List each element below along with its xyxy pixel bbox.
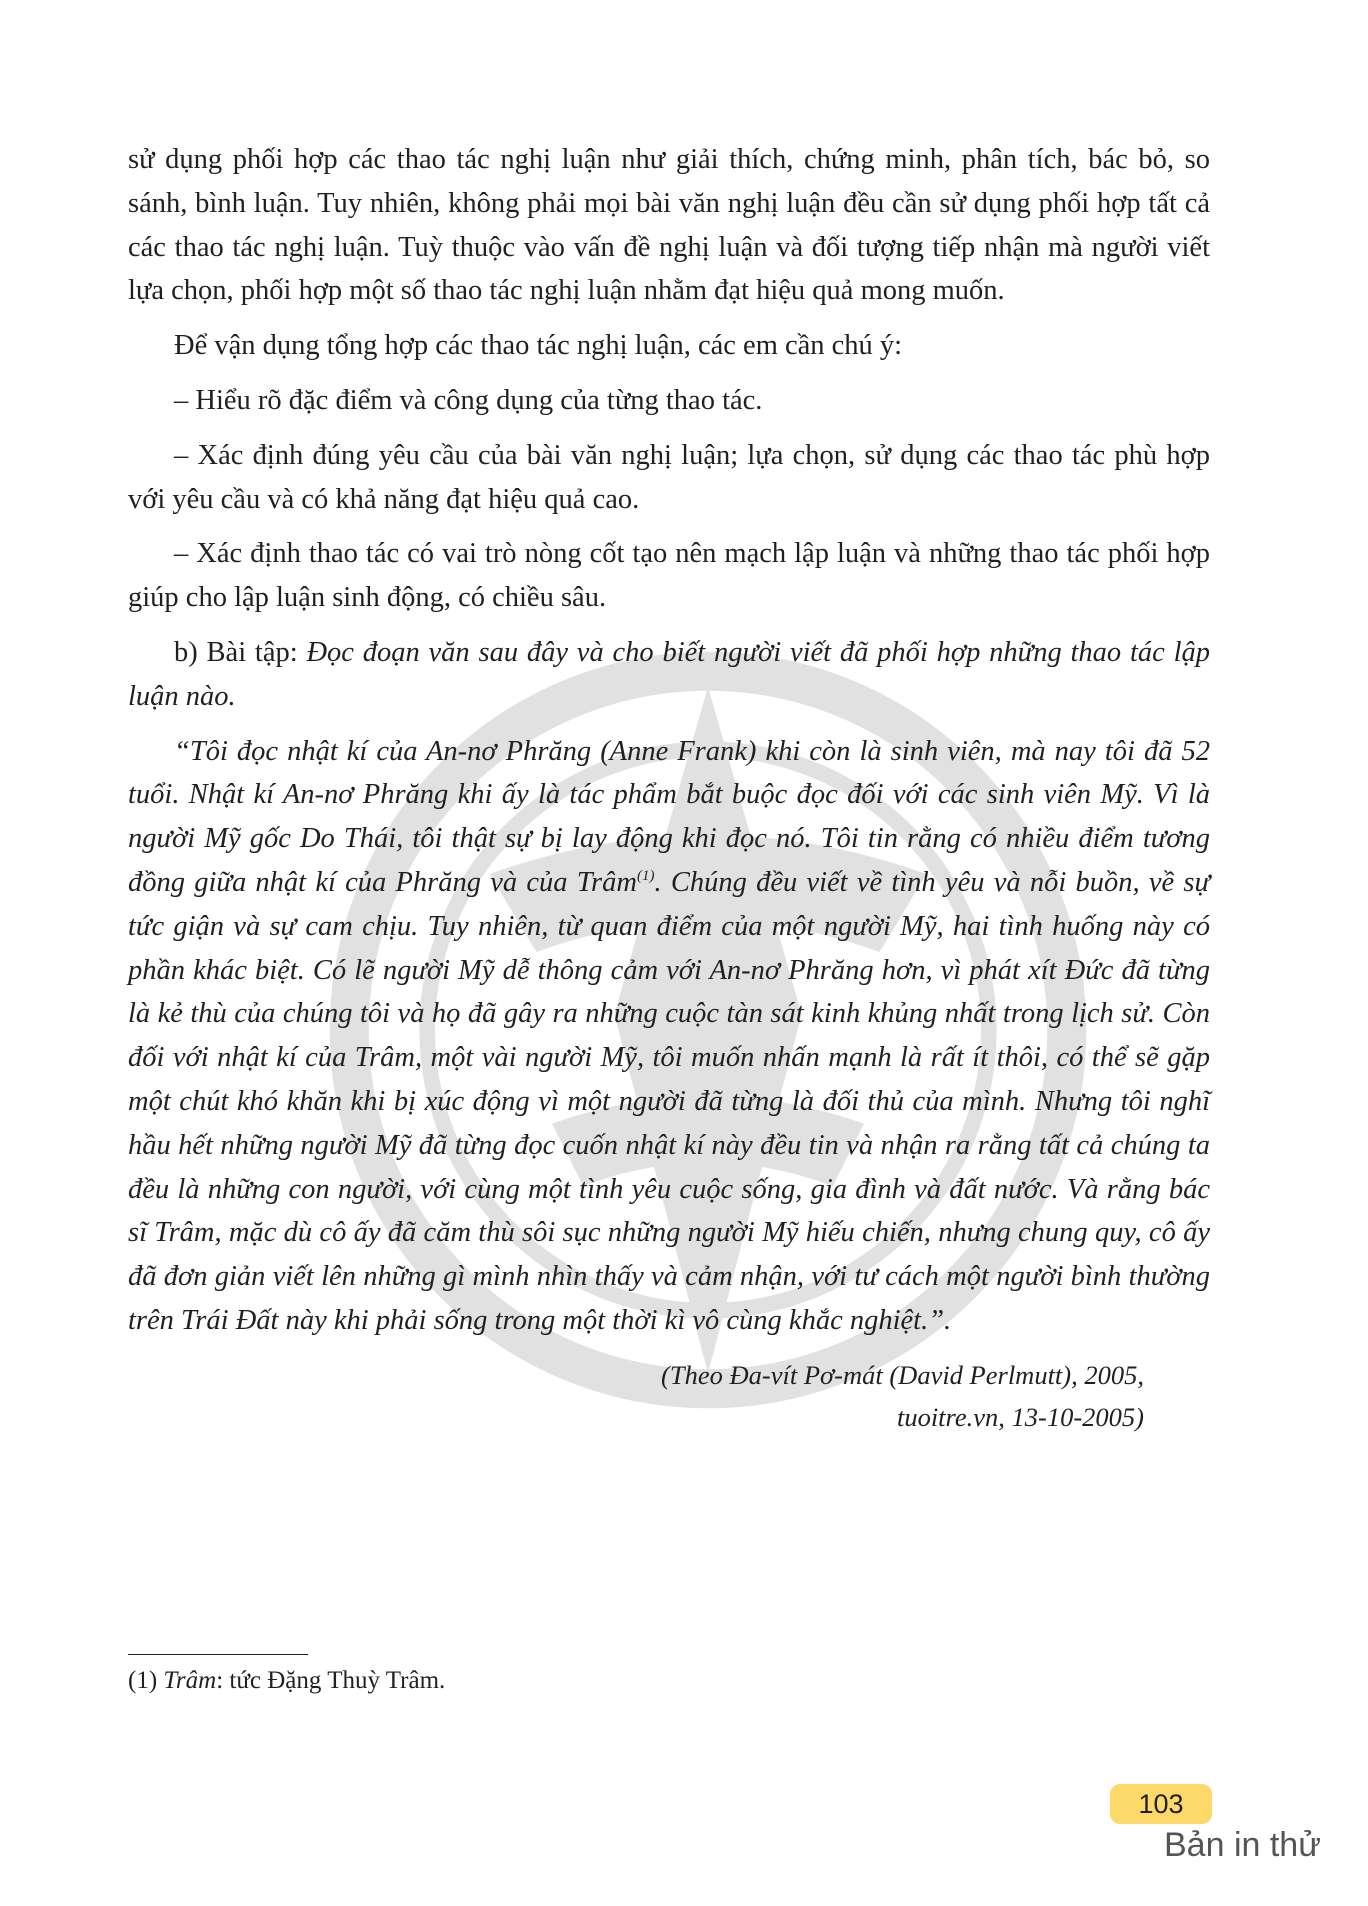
quote-part-1: “Tôi đọc nhật kí của An-nơ Phrăng (Anne Frank) khi còn là sinh viên, mà nay tôi đã 52 tuổi. Nhật kí An-nơ Phrăng khi ấy là tác phẩm bắt buộc đọc đối với các sinh viên Mỹ. Vì là người Mỹ gốc Do Thái, tôi thật sự bị lay động khi đọc nó. Tôi tin rằng có nhiều điểm tương đồng giữa nhật kí của Phrăng và của Trâm: [128, 735, 1210, 898]
page-body: [128, 138, 1210, 1438]
draft-label: Bản in thử: [1164, 1826, 1321, 1864]
exercise-text: Đọc đoạn văn sau đây và cho biết người viết đã phối hợp những thao tác lập luận nào.: [128, 636, 1210, 712]
source-line-2: tuoitre.vn, 13-10-2005): [896, 1401, 1144, 1432]
bullet-item-1: – Hiểu rõ đặc điểm và công dụng của từng thao tác.: [174, 384, 763, 416]
exercise-label: b) Bài tập:: [174, 636, 307, 668]
page-number: 103: [1138, 1789, 1184, 1819]
footnote-reference: (1): [636, 867, 655, 884]
quote-source: [128, 1354, 1210, 1438]
footnote-marker: (1): [128, 1667, 164, 1694]
quote-part-2: . Chúng đều viết về tình yêu và nỗi buồn, về sự tức giận và sự cam chịu. Tuy nhiên, từ quan điểm của một người Mỹ, hai tình huống này có phần khác biệt. Có lẽ người Mỹ dễ thông cảm với An-nơ Phrăng hơn, vì phát xít Đức đã từng là kẻ thù của chúng tôi và họ đã gây ra những cuộc tàn sát kinh khủng nhất trong lịch sử. Còn đối với nhật kí của Trâm, một vài người Mỹ, tôi muốn nhấn mạnh là rất ít thôi, có thể sẽ gặp một chút khó khăn khi bị xúc động vì một người đã từng là đối thủ của mình. Nhưng tôi nghĩ hầu hết những người Mỹ đã từng đọc cuốn nhật kí này đều tin và nhận ra rằng tất cả chúng ta đều là những con người, với cùng một tình yêu cuộc sống, gia đình và đất nước. Và rằng bác sĩ Trâm, mặc dù cô ấy đã căm thù sôi sục những người Mỹ hiếu chiến, nhưng chung quy, cô ấy đã đơn giản viết lên những gì mình nhìn thấy và cảm nhận, với tư cách một người bình thường trên Trái Đất này khi phải sống trong một thời kì vô cùng khắc nghiệt.”.: [128, 866, 1211, 1336]
page-number-badge: [1110, 1784, 1212, 1824]
bullet-item-3: – Xác định thao tác có vai trò nòng cốt tạo nên mạch lập luận và những thao tác phối hợp giúp cho lập luận sinh động, có chiều sâu.: [128, 538, 1210, 614]
bullet-item-2: – Xác định đúng yêu cầu của bài văn nghị luận; lựa chọn, sử dụng các thao tác phù hợp với yêu cầu và có khả năng đạt hiệu quả cao.: [128, 439, 1210, 515]
source-line-1: (Theo Đa-vít Pơ-mát (David Perlmutt), 2005,: [661, 1359, 1144, 1390]
paragraph-notes-intro: Để vận dụng tổng hợp các thao tác nghị luận, các em cần chú ý:: [174, 330, 903, 362]
quoted-passage: [128, 730, 1210, 1343]
footnote-text: : tức Đặng Thuỳ Trâm.: [216, 1667, 446, 1694]
footnote-term: Trâm: [163, 1667, 217, 1694]
exercise-prompt: [128, 631, 1210, 719]
footnote-divider: [128, 1654, 308, 1655]
footnote: [128, 1664, 445, 1698]
paragraph-intro: sử dụng phối hợp các thao tác nghị luận như giải thích, chứng minh, phân tích, bác bỏ, so sánh, bình luận. Tuy nhiên, không phải mọi bài văn nghị luận đều cần sử dụng phối hợp tất cả các thao tác nghị luận. Tuỳ thuộc vào vấn đề nghị luận và đối tượng tiếp nhận mà người viết lựa chọn, phối hợp một số thao tác nghị luận nhằm đạt hiệu quả mong muốn.: [128, 144, 1210, 307]
